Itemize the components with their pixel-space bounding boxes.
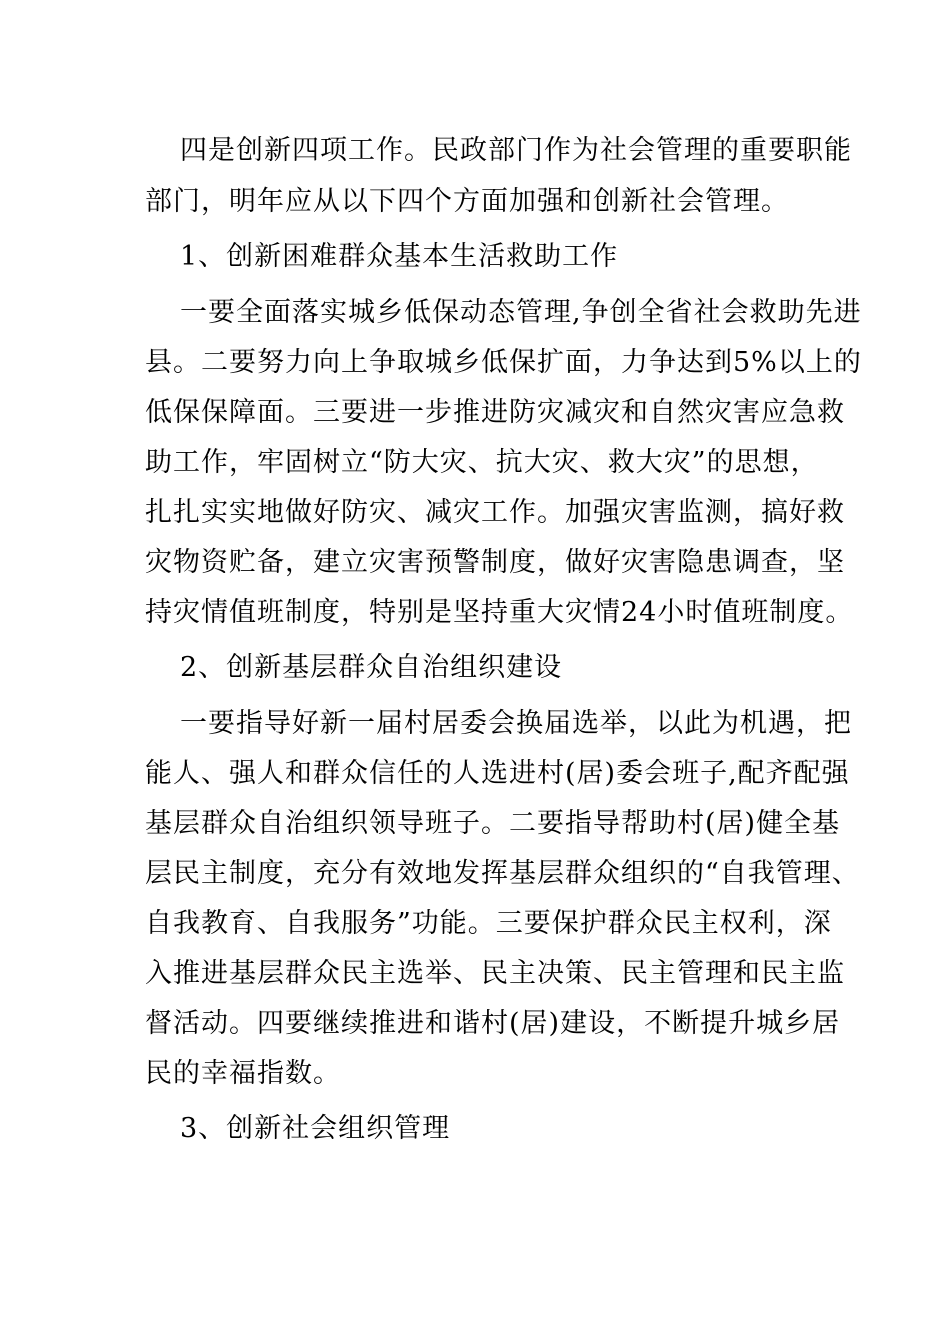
paragraph-1-line-3: 低保保障面。三要进一步推进防灾减灾和自然灾害应急救 [145,397,845,428]
paragraph-2-line-8: 民的幸福指数。 [145,1058,341,1089]
section-heading-3: 3、创新社会组织管理 [180,1113,451,1144]
paragraph-1-line-1: 一要全面落实城乡低保动态管理,争创全省社会救助先进 [180,297,862,328]
paragraph-1-line-2: 县。二要努力向上争取城乡低保扩面，力争达到5%以上的 [145,347,862,378]
paragraph-1-line-5: 扎扎实实地做好防灾、减灾工作。加强灾害监测，搞好救 [145,497,845,528]
paragraph-2-line-5: 自我教育、自我服务”功能。三要保护群众民主权利，深 [145,908,832,939]
paragraph-2-line-3: 基层群众自治组织领导班子。二要指导帮助村(居)健全基 [145,808,841,839]
paragraph-2-line-7: 督活动。四要继续推进和谐村(居)建设，不断提升城乡居 [145,1008,841,1039]
paragraph-2-line-1: 一要指导好新一届村居委会换届选举，以此为机遇，把 [180,708,852,739]
paragraph-1-line-7: 持灾情值班制度，特别是坚持重大灾情24小时值班制度。 [145,597,854,628]
paragraph-1-line-6: 灾物资贮备，建立灾害预警制度，做好灾害隐患调查，坚 [145,547,845,578]
paragraph-1-line-4: 助工作，牢固树立“防大灾、抗大灾、救大灾”的思想， [145,447,819,478]
paragraph-intro-line-2: 部门，明年应从以下四个方面加强和创新社会管理。 [145,186,789,217]
paragraph-intro-line-1: 四是创新四项工作。民政部门作为社会管理的重要职能 [180,135,852,166]
section-heading-1: 1、创新困难群众基本生活救助工作 [180,241,619,272]
paragraph-2-line-6: 入推进基层群众民主选举、民主决策、民主管理和民主监 [145,958,845,989]
section-heading-2: 2、创新基层群众自治组织建设 [180,652,563,683]
paragraph-2-line-4: 层民主制度，充分有效地发挥基层群众组织的“自我管理、 [145,858,860,889]
paragraph-2-line-2: 能人、强人和群众信任的人选进村(居)委会班子,配齐配强 [145,758,850,789]
